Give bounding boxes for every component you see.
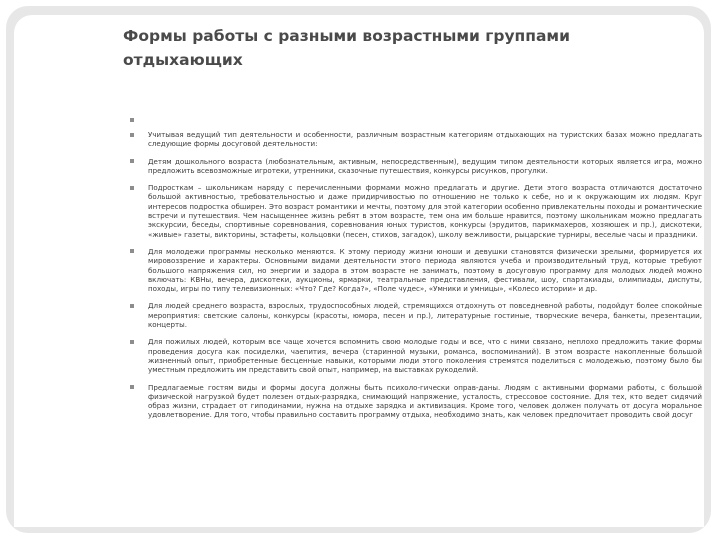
bullet-item-elderly: Для пожилых людей, которым все чаще хочется вспомнить свою молодые годы и все, что с ними связано, неплохо предложить такие формы проведения досуга как посиделки, чаепития, вечера (старинной музыки, романса, воспоминаний). В этом возрасте накопленные большой жизненный опыт, приобретенные бесценные навыки, которыми люди этого поколения стремятся поделиться с молодежью, поэтому было бы уместным предложить им представить свой опыт, например, на выставках рукоделий. <box>130 337 702 374</box>
slide-title: Формы работы с разными возрастными группами отдыхающих <box>123 27 570 69</box>
bullet-item-middle-age: Для людей среднего возраста, взрослых, трудоспособных людей, стремящихся отдохнуть от повседневной работы, подойдут более спокойные мероприятия: светские салоны, конкурсы (красоты, юмора, песен и пр.), литературные гостиные, творческие вечера, банкеты, презентации, концерты. <box>130 301 702 329</box>
bullet-item-empty <box>130 115 702 124</box>
bullet-item-conclusion: Предлагаемые гостям виды и формы досуга должны быть психоло-гически оправ-даны. Людям с активными формами работы, с большой физической нагрузкой будет полезен отдых-разрядка, снимающий напряжение, усталость, стрессовое состояние. Для тех, кто ведет сидячий образ жизни, страдает от гиподинамии, нужна на отдыхе зарядка и активизация. Кроме того, человек должен получать от досуга моральное удовлетворение. Для того, чтобы правильно составить программу отдыха, необходимо знать, как человек предпочитает проводить свой досуг <box>130 383 702 420</box>
bullet-item-youth: Для молодежи программы несколько меняются. К этому периоду жизни юноши и девушки становятся физически зрелыми, формируется их мировоззрение и характеры. Основными видами деятельности этого периода являются учеба и производительный труд, которые требуют большого напряжения сил, но энергии и задора в этом возрасте не занимать, поэтому в досуговую программу для молодых людей можно включать: КВНы, вечера, дискотеки, аукционы, ярмарки, театральные представления, фестивали, шоу, спартакиады, олимпиады, диспуты, походы, игры по типу телевизионных: «Что? Где? Когда?», «Поле чудес», «Умники и умницы», «Колесо истории» и др. <box>130 247 702 293</box>
bullet-item-intro: Учитывая ведущий тип деятельности и особенности, различным возрастным категориям отдыхающих на туристских базах можно предлагать следующие формы досуговой деятельности: <box>130 130 702 149</box>
bullet-item-teenagers: Подросткам – школьникам наряду с перечисленными формами можно предлагать и другие. Дети этого возраста отличаются достаточно большой активностью, требовательностью и даже придирчивостью по отношению не только к себе, но и к окружающим их людям. Круг интересов подростка обширен. Это возраст романтики и мечты, поэтому для этой категории особенно привлекательны походы и романтические встречи и путешествия. Чем насыщеннее жизнь ребят в этом возрасте, тем она им больше нравится, поэтому школьникам можно предлагать экскурсии, беседы, спортивные соревнования, соревнования юных туристов, конкурсы (эрудитов, парикмахеров, хозяюшек и пр.), дискотеки, «живые» газеты, викторины, эстафеты, кольцовки (песен, стихов, загадок), школу вежливости, рыцарские турниры, веселые часы и праздники. <box>130 183 702 239</box>
bullet-list <box>130 115 702 428</box>
bullet-item-preschool: Детям дошкольного возраста (любознательным, активным, непосредственным), ведущим типом деятельности которых является игра, можно предложить всевозможные игротеки, утренники, сказочные путешествия, конкурсы рисунков, прогулки. <box>130 157 702 176</box>
